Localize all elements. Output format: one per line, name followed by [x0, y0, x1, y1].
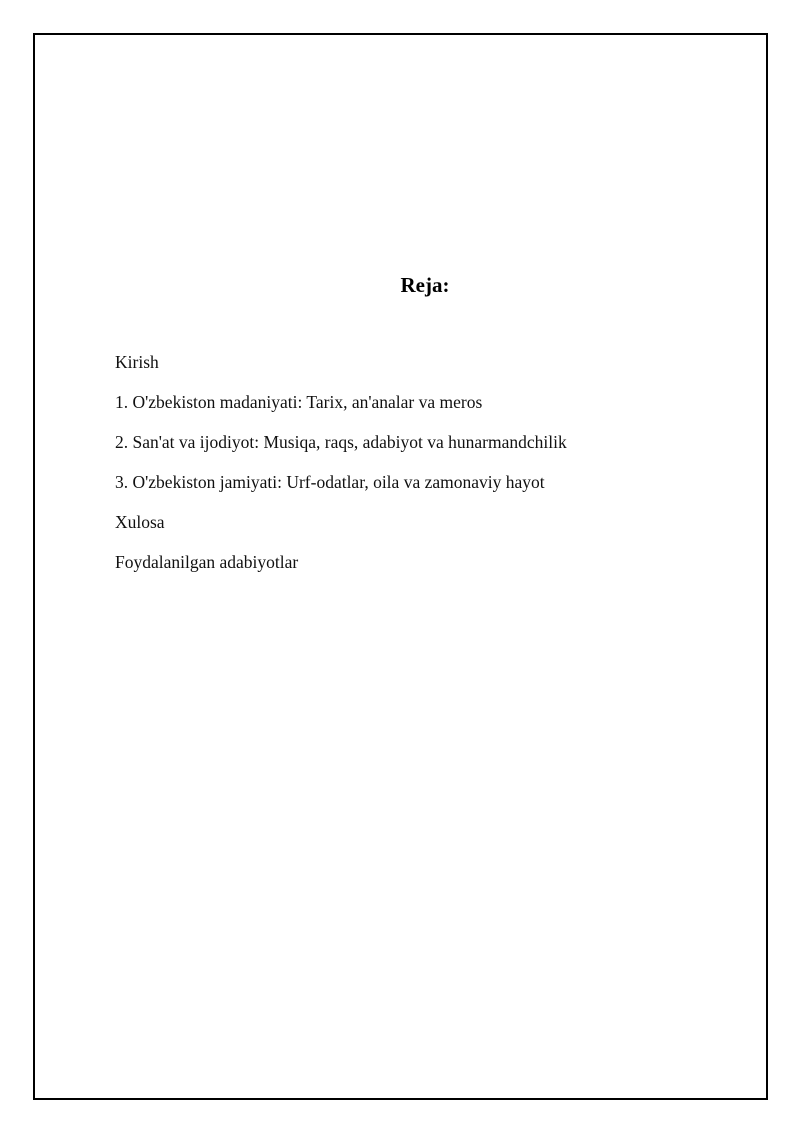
outline-item-conclusion: Xulosa	[115, 512, 165, 532]
outline-item-introduction: Kirish	[115, 352, 159, 372]
outline-item-2: 2. San'at va ijodiyot: Musiqa, raqs, adabiyot va hunarmandchilik	[115, 432, 567, 452]
outline-list	[115, 350, 567, 590]
outline-item-3: 3. O'zbekiston jamiyati: Urf-odatlar, oila va zamonaviy hayot	[115, 472, 545, 492]
outline-item-1: 1. O'zbekiston madaniyati: Tarix, an'analar va meros	[115, 392, 483, 412]
outline-item-references: Foydalanilgan adabiyotlar	[115, 552, 299, 572]
page-title	[0, 273, 800, 298]
page-title-text: Reja:	[400, 273, 450, 297]
